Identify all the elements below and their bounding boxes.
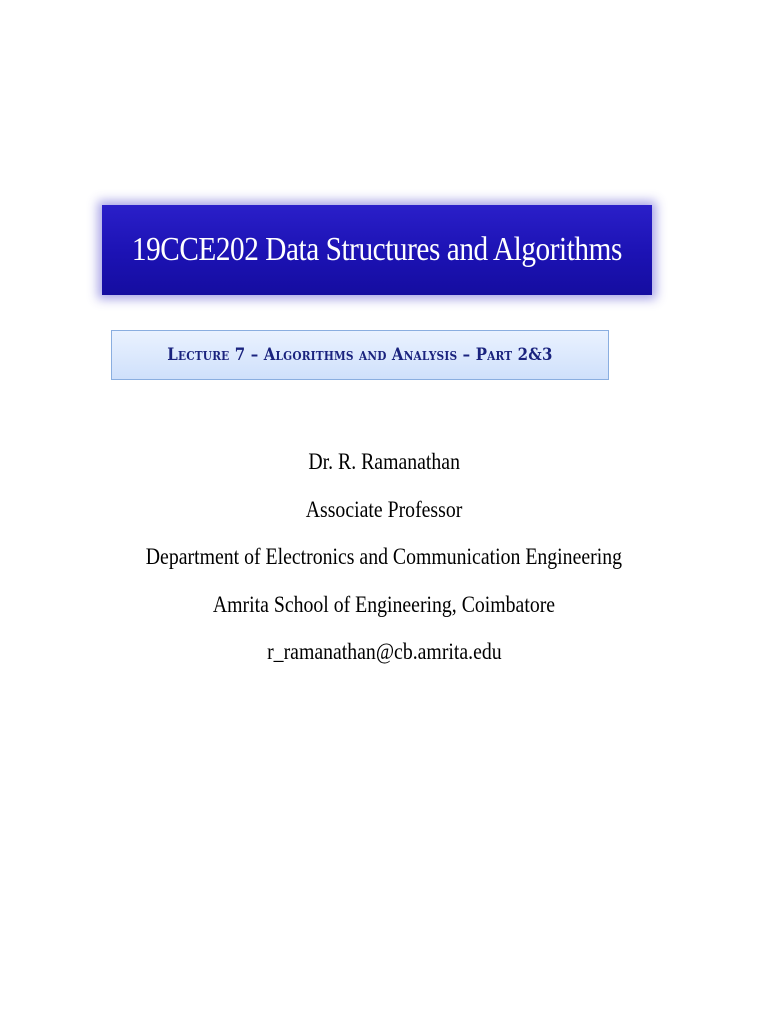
author-block — [0, 438, 768, 676]
lecture-subtitle: Lecture 7 – Algorithms and Analysis – Part 2&3 — [167, 345, 553, 365]
author-designation-line — [0, 486, 768, 534]
author-institution-line — [0, 581, 768, 629]
author-department: Department of Electronics and Communication Engineering — [145, 544, 623, 569]
course-title: 19CCE202 Data Structures and Algorithms — [131, 231, 623, 268]
author-designation: Associate Professor — [305, 496, 463, 522]
author-email: r_ramanathan@cb.amrita.edu — [266, 639, 502, 664]
author-department-line — [0, 533, 768, 581]
course-title-banner — [102, 205, 652, 295]
author-name: Dr. R. Ramanathan — [308, 449, 460, 474]
author-institution: Amrita School of Engineering, Coimbatore — [212, 591, 556, 617]
lecture-subtitle-box — [111, 330, 609, 380]
author-email-line — [0, 628, 768, 676]
author-name-line — [0, 438, 768, 486]
